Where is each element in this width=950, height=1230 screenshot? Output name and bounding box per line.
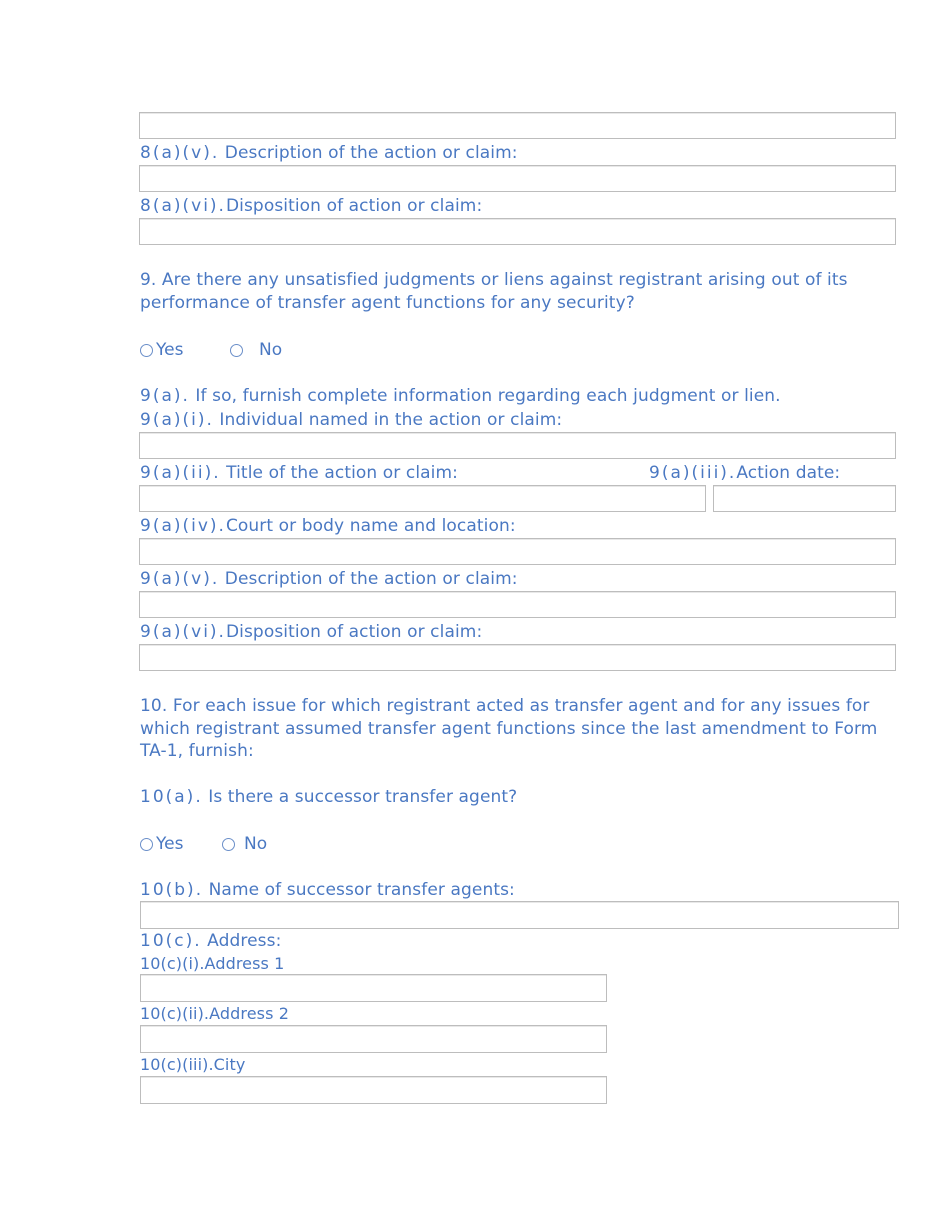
q9-no-option[interactable]: No bbox=[230, 339, 282, 361]
q10-question: 10. For each issue for which registrant acted as transfer agent and for any issues for which registrant assumed transfer agent functions since the last amendment to Form TA-1, furnish: bbox=[140, 696, 878, 761]
q10-b-field[interactable] bbox=[140, 901, 899, 929]
q9-a-ii-field[interactable] bbox=[139, 485, 706, 512]
radio-icon[interactable] bbox=[140, 838, 153, 851]
q9-a-v-field[interactable] bbox=[139, 591, 896, 618]
q10-no-option[interactable]: No bbox=[222, 833, 267, 855]
q9-a-iv-field[interactable] bbox=[139, 538, 896, 565]
q8-a-vi-field[interactable] bbox=[139, 218, 896, 245]
q9-question: 9. Are there any unsatisfied judgments or liens against registrant arising out of its performance of transfer agent functions for any security? bbox=[140, 270, 848, 313]
q10-yes-option[interactable]: Yes bbox=[140, 833, 183, 855]
q9-a-i-field[interactable] bbox=[139, 432, 896, 459]
city-field[interactable] bbox=[140, 1076, 607, 1104]
q9-a-iv-label: 9(a)(iv).Court or body name and location: bbox=[140, 516, 516, 536]
q9-a-iii-field[interactable] bbox=[713, 485, 896, 512]
address-2-field[interactable] bbox=[140, 1025, 607, 1053]
q8-a-vi-label: 8(a)(vi).Disposition of action or claim: bbox=[140, 196, 483, 216]
q8-a-v-field[interactable] bbox=[139, 165, 896, 192]
q10-c-i-label: 10(c)(i).Address 1 bbox=[140, 954, 285, 973]
q9-a-ii-label: 9(a)(ii). Title of the action or claim: bbox=[140, 463, 458, 483]
q9-a-label: 9(a). If so, furnish complete information regarding each judgment or lien. bbox=[140, 386, 781, 406]
q8-a-iv-field[interactable] bbox=[139, 112, 896, 139]
radio-icon[interactable] bbox=[222, 838, 235, 851]
q8-a-v-label: 8(a)(v). Description of the action or claim: bbox=[140, 143, 518, 163]
q10-c-label: 10(c). Address: bbox=[140, 931, 282, 951]
q10-a-label: 10(a). Is there a successor transfer agent? bbox=[140, 787, 518, 807]
q9-a-iii-label: 9(a)(iii).Action date: bbox=[649, 463, 841, 483]
q10-c-ii-label: 10(c)(ii).Address 2 bbox=[140, 1004, 289, 1023]
q9-yes-option[interactable]: Yes bbox=[140, 339, 183, 361]
q9-a-vi-field[interactable] bbox=[139, 644, 896, 671]
q10-c-iii-label: 10(c)(iii).City bbox=[140, 1055, 246, 1074]
radio-icon[interactable] bbox=[140, 344, 153, 357]
q9-a-i-label: 9(a)(i). Individual named in the action or claim: bbox=[140, 410, 563, 430]
address-1-field[interactable] bbox=[140, 974, 607, 1002]
q10-b-label: 10(b). Name of successor transfer agents: bbox=[140, 880, 515, 900]
q9-a-vi-label: 9(a)(vi).Disposition of action or claim: bbox=[140, 622, 483, 642]
q9-a-v-label: 9(a)(v). Description of the action or claim: bbox=[140, 569, 518, 589]
radio-icon[interactable] bbox=[230, 344, 243, 357]
